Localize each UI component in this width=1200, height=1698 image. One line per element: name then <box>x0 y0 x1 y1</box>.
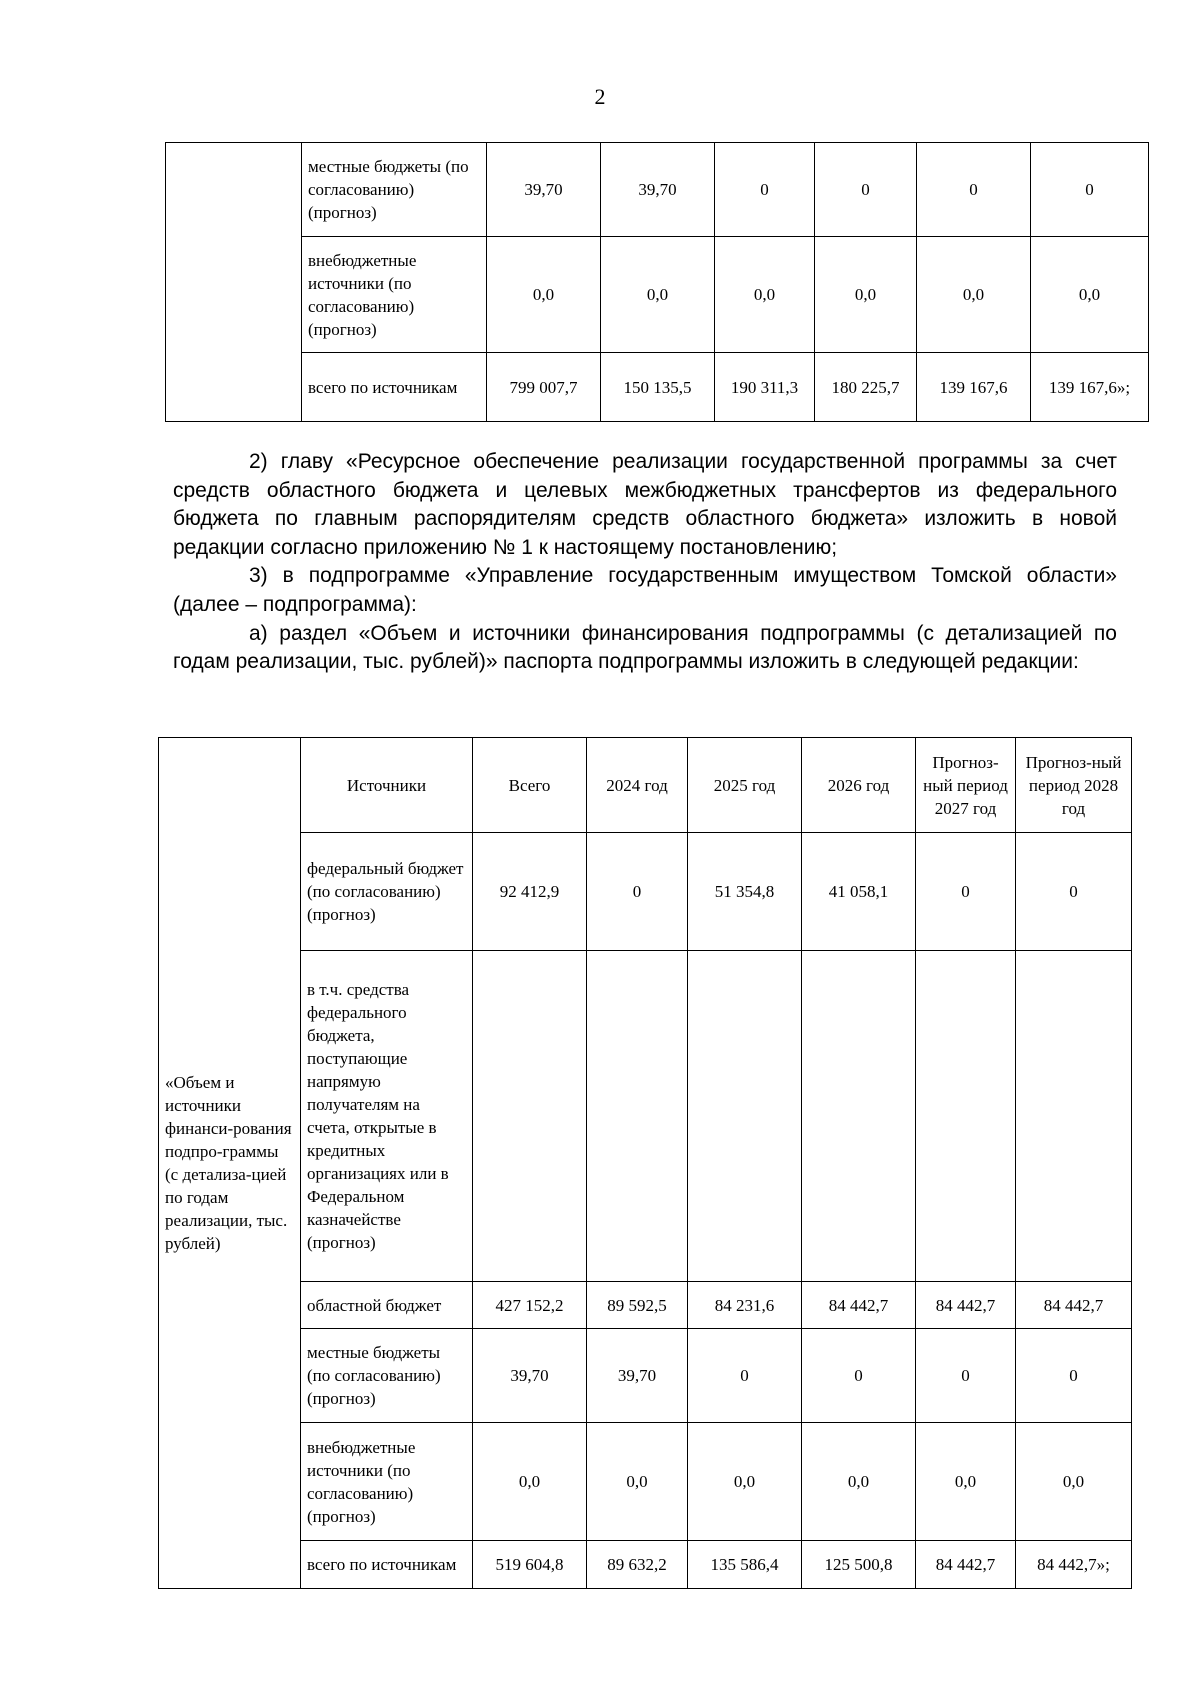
cell-2028: 0,0 <box>1031 237 1149 353</box>
cell-2025: 0 <box>715 143 815 237</box>
cell-2025: 51 354,8 <box>688 833 802 951</box>
cell-2028: 139 167,6»; <box>1031 353 1149 422</box>
cell-2024: 0,0 <box>601 237 715 353</box>
cell-2026: 180 225,7 <box>815 353 917 422</box>
paragraph-a: а) раздел «Объем и источники финансирования подпрограммы (с детализацией по годам реализации, тыс. рублей)» паспорта подпрограммы изложить в следующей редакции: <box>173 621 1117 674</box>
cell-2025: 135 586,4 <box>688 1541 802 1589</box>
paragraph-2: 2) главу «Ресурсное обеспечение реализации государственной программы за счет средств областного бюджета и целевых межбюджетных трансфертов из федерального бюджета по главным распорядителям средств областного бюджета» изложить в новой редакции согласно приложению № 1 к настоящему постановлению; <box>173 450 1117 559</box>
header-2024: 2024 год <box>587 738 688 833</box>
subprogram-funding-table <box>158 737 1132 1589</box>
cell-2027: 84 442,7 <box>916 1282 1016 1329</box>
cell-2027 <box>916 951 1016 1282</box>
cell-2024: 150 135,5 <box>601 353 715 422</box>
funding-table-continued <box>165 142 1149 422</box>
cell-total <box>473 951 587 1282</box>
cell-2025: 0 <box>688 1329 802 1423</box>
table-row <box>159 1423 1132 1541</box>
table-row <box>159 1329 1132 1423</box>
cell-2026: 0 <box>815 143 917 237</box>
cell-2024: 39,70 <box>601 143 715 237</box>
header-sources: Источники <box>301 738 473 833</box>
cell-2028: 0 <box>1031 143 1149 237</box>
cell-2024: 89 632,2 <box>587 1541 688 1589</box>
cell-total: 0,0 <box>487 237 601 353</box>
cell-2024: 0 <box>587 833 688 951</box>
header-total: Всего <box>473 738 587 833</box>
cell-total: 427 152,2 <box>473 1282 587 1329</box>
row-label: всего по источникам <box>301 1541 473 1589</box>
cell-total: 799 007,7 <box>487 353 601 422</box>
cell-2025: 0,0 <box>715 237 815 353</box>
cell-total: 92 412,9 <box>473 833 587 951</box>
header-2026: 2026 год <box>802 738 916 833</box>
cell-2025: 84 231,6 <box>688 1282 802 1329</box>
body-text <box>173 448 1117 677</box>
cell-total: 39,70 <box>487 143 601 237</box>
cell-2028 <box>1016 951 1132 1282</box>
cell-2026: 84 442,7 <box>802 1282 916 1329</box>
cell-2025: 0,0 <box>688 1423 802 1541</box>
row-label: всего по источникам <box>302 353 487 422</box>
row-label: местные бюджеты (по согласованию) (прогноз) <box>302 143 487 237</box>
cell-2025: 190 311,3 <box>715 353 815 422</box>
page-number: 2 <box>594 84 606 109</box>
paragraph-3: 3) в подпрограмме «Управление государственным имуществом Томской области» (далее – подпрограмма): <box>173 564 1117 616</box>
row-label: местные бюджеты (по согласованию) (прогноз) <box>301 1329 473 1423</box>
cell-2024: 39,70 <box>587 1329 688 1423</box>
table-row <box>159 1541 1132 1589</box>
cell-2026: 0,0 <box>815 237 917 353</box>
cell-2026: 41 058,1 <box>802 833 916 951</box>
cell-2028: 84 442,7 <box>1016 1282 1132 1329</box>
cell-2026 <box>802 951 916 1282</box>
empty-label-cell <box>166 143 302 422</box>
cell-total: 0,0 <box>473 1423 587 1541</box>
table-row <box>159 951 1132 1282</box>
cell-2027: 0 <box>916 833 1016 951</box>
table-row <box>159 833 1132 951</box>
cell-2028: 84 442,7»; <box>1016 1541 1132 1589</box>
cell-2027: 139 167,6 <box>917 353 1031 422</box>
side-label: «Объем и источники финанси-рования подпро-граммы (с детализа-цией по годам реализации, тыс. рублей) <box>159 738 301 1589</box>
row-label: федеральный бюджет (по согласованию) (прогноз) <box>301 833 473 951</box>
table-row <box>166 143 1149 237</box>
header-2027: Прогноз-ный период 2027 год <box>916 738 1016 833</box>
header-2028: Прогноз-ный период 2028 год <box>1016 738 1132 833</box>
cell-2027: 0,0 <box>917 237 1031 353</box>
cell-2026: 125 500,8 <box>802 1541 916 1589</box>
cell-2028: 0 <box>1016 833 1132 951</box>
cell-2027: 0 <box>917 143 1031 237</box>
cell-2027: 0 <box>916 1329 1016 1423</box>
table-row <box>166 353 1149 422</box>
cell-2024: 0,0 <box>587 1423 688 1541</box>
header-2025: 2025 год <box>688 738 802 833</box>
cell-2027: 0,0 <box>916 1423 1016 1541</box>
cell-2028: 0,0 <box>1016 1423 1132 1541</box>
cell-2025 <box>688 951 802 1282</box>
cell-2024: 89 592,5 <box>587 1282 688 1329</box>
row-label: внебюджетные источники (по согласованию) (прогноз) <box>301 1423 473 1541</box>
table-header-row <box>159 738 1132 833</box>
cell-total: 519 604,8 <box>473 1541 587 1589</box>
cell-2027: 84 442,7 <box>916 1541 1016 1589</box>
table-row <box>159 1282 1132 1329</box>
row-label: областной бюджет <box>301 1282 473 1329</box>
row-label: внебюджетные источники (по согласованию) (прогноз) <box>302 237 487 353</box>
cell-2024 <box>587 951 688 1282</box>
row-label: в т.ч. средства федерального бюджета, поступающие напрямую получателям на счета, открытые в кредитных организациях или в Федеральном казначействе (прогноз) <box>301 951 473 1282</box>
table-row <box>166 237 1149 353</box>
cell-2026: 0 <box>802 1329 916 1423</box>
cell-2026: 0,0 <box>802 1423 916 1541</box>
cell-total: 39,70 <box>473 1329 587 1423</box>
cell-2028: 0 <box>1016 1329 1132 1423</box>
